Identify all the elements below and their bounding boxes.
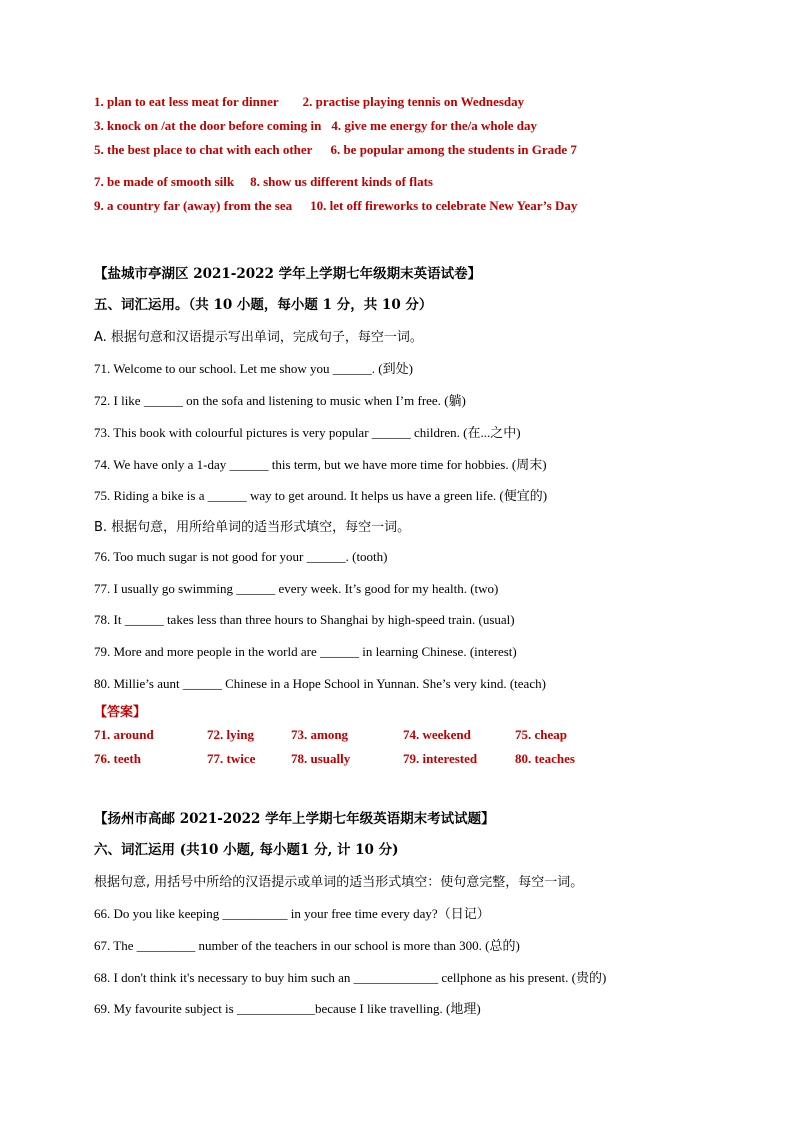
question-78: 78. It ______ takes less than three hours to Shanghai by high-speed train. (usual) [94,612,515,627]
question-68: 68. I don't think it's necessary to buy him such an _____________ cellphone as his present. (贵的) [94,970,607,985]
answer-item: 5. the best place to chat with each other [94,142,313,157]
question-71: 71. Welcome to our school. Let me show you ______. (到处) [94,361,413,376]
question-80: 80. Millie’s aunt ______ Chinese in a Hope School in Yunnan. She’s very kind. (teach) [94,676,546,691]
section-title: 五、词汇运用。（共 10 小题，每小题 1 分，共 10 分） [94,297,433,313]
question-66: 66. Do you like keeping __________ in your free time every day?（日记） [94,906,490,921]
question-76: 76. Too much sugar is not good for your ______. (tooth) [94,549,388,564]
part-b-instruction: B. 根据句意，用所给单词的适当形式填空，每空一词。 [94,520,411,535]
answer-72: 72. lying [207,727,254,742]
section-source: 【扬州市高邮 2021-2022 学年上学期七年级英语期末考试试题】 [94,811,495,827]
answer-item: 9. a country far (away) from the sea [94,198,293,213]
section-instruction: 根据句意, 用括号中所给的汉语提示或单词的适当形式填空：使句意完整，每空一词。 [94,875,584,890]
answer-78: 78. usually [291,751,351,766]
answer-73: 73. among [291,727,349,742]
section-source: 【盐城市亭湖区 2021-2022 学年上学期七年级期末英语试卷】 [94,266,482,282]
question-79: 79. More and more people in the world are ______ in learning Chinese. (interest) [94,644,517,659]
answer-79: 79. interested [403,751,478,766]
answer-77: 77. twice [207,751,256,766]
answer-74: 74. weekend [403,727,471,742]
question-74: 74. We have only a 1-day ______ this term, but we have more time for hobbies. (周末) [94,457,547,472]
answer-item: 8. show us different kinds of flats [250,174,433,189]
part-a-instruction: A. 根据句意和汉语提示写出单词，完成句子，每空一词。 [94,330,423,345]
answer-75: 75. cheap [515,727,567,742]
answer-item: 3. knock on /at the door before coming in [94,118,322,133]
answer-item: 10. let off fireworks to celebrate New Year’s Day [310,198,578,213]
question-67: 67. The _________ number of the teachers in our school is more than 300. (总的) [94,938,520,953]
answer-71: 71. around [94,727,154,742]
answer-item: 6. be popular among the students in Grade 7 [330,142,577,157]
section-title: 六、词汇运用 (共10 小题, 每小题1 分, 计 10 分) [94,842,399,858]
answer-line-2 [94,118,537,134]
question-75: 75. Riding a bike is a ______ way to get around. It helps us have a green life. (便宜的) [94,488,548,503]
answer-line-5 [94,198,577,214]
question-77: 77. I usually go swimming ______ every week. It’s good for my health. (two) [94,581,499,596]
question-73: 73. This book with colourful pictures is very popular ______ children. (在...之中) [94,425,521,440]
answer-line-4 [94,174,433,190]
answer-tag: 【答案】 [94,705,147,720]
answer-item: 1. plan to eat less meat for dinner [94,94,279,109]
answer-76: 76. teeth [94,751,141,766]
answer-line-1 [94,94,524,110]
question-72: 72. I like ______ on the sofa and listening to music when I’m free. (躺) [94,393,466,408]
answer-item: 7. be made of smooth silk [94,174,235,189]
answer-item: 2. practise playing tennis on Wednesday [302,94,525,109]
question-69: 69. My favourite subject is ____________because I like travelling. (地理) [94,1001,481,1016]
answer-line-3 [94,142,577,158]
answer-item: 4. give me energy for the/a whole day [331,118,537,133]
answer-80: 80. teaches [515,751,575,766]
